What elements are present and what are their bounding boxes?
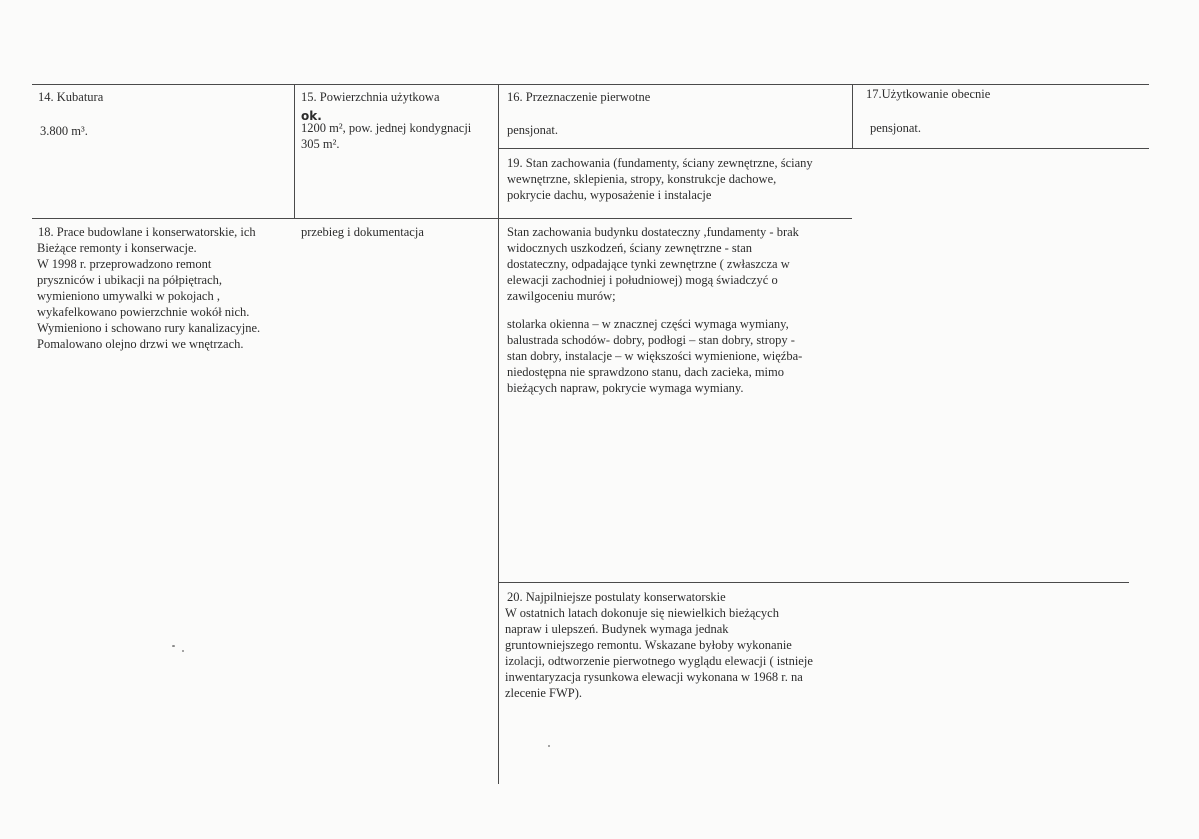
przeznaczenie-label: 16. Przeznaczenie pierwotne <box>507 90 651 104</box>
uzytkowanie-value: pensjonat. <box>870 121 922 135</box>
przeznaczenie-value: pensjonat. <box>507 123 559 137</box>
powierzchnia-label: 15. Powierzchnia użytkowa <box>301 90 440 104</box>
kubatura-label: 14. Kubatura <box>38 90 104 104</box>
powierzchnia-value: 1200 m², pow. jednej kondygnacji 305 m². <box>301 121 472 151</box>
kubatura-value: 3.800 m³. <box>40 124 88 138</box>
prace-label: 18. Prace budowlane i konserwatorskie, ich <box>38 225 256 239</box>
stan-zachowania-text-2: stolarka okienna – w znacznej części wymaga wymiany, balustrada schodów- dobry, podłogi – stan dobry, stropy - stan dobry, instalacje – w większości wymienione, więźba- niedostępna nie sprawdzono stanu, dach zacieka, mimo bieżących napraw, pokrycie wymaga wymiany. <box>507 317 803 395</box>
postulaty-label: 20. Najpilniejsze postulaty konserwatorskie <box>507 590 726 604</box>
row-rule-under-16-17 <box>498 148 1149 149</box>
top-rule <box>32 84 1149 85</box>
scan-speck <box>172 645 175 647</box>
stan-zachowania-label: 19. Stan zachowania (fundamenty, ściany zewnętrzne, ściany wewnętrzne, sklepienia, stropy, konstrukcje dachowe, pokrycie dachu, wyposażenie i instalacje <box>507 156 813 202</box>
col-rule-14-15 <box>294 84 295 218</box>
postulaty-text: W ostatnich latach dokonuje się niewielkich bieżących napraw i ulepszeń. Budynek wymaga jednak gruntowniejszego remontu. Wskazane byłoby wykonanie izolacji, odtworzenie pierwotnego wyglądu elewacji ( istnieje inwentaryzacja rysunkowa elewacji wykonana w 1968 r. na zlecenie FWP). <box>505 606 813 700</box>
row-rule-19 <box>498 218 852 219</box>
scan-speck <box>548 745 550 747</box>
row-rule-18 <box>32 218 499 219</box>
handwritten-annotation: ok. <box>301 109 322 123</box>
stan-zachowania-text-1: Stan zachowania budynku dostateczny ,fundamenty - brak widocznych uszkodzeń, ściany zewnętrzne - stan dostateczny, odpadające tynki zewnętrzne ( zwłaszcza w elewacji zachodniej i południowej) mogą świadczyć o zawilgoceniu murów; <box>507 225 799 303</box>
prace-label-cont: przebieg i dokumentacja <box>301 225 424 239</box>
row-rule-20 <box>498 582 1129 583</box>
col-rule-main <box>498 84 499 784</box>
col-rule-16-17 <box>852 84 853 148</box>
uzytkowanie-label: 17.Użytkowanie obecnie <box>866 87 991 101</box>
prace-text: Bieżące remonty i konserwacje. W 1998 r. przeprowadzono remont pryszniców i ubikacji na półpiętrach, wymieniono umywalki w pokojach , wykafelkowano powierzchnie wokół nich. Wymieniono i schowano rury kanalizacyjne. Pomalowano olejno drzwi we wnętrzach. <box>37 241 261 351</box>
scan-speck <box>182 650 184 652</box>
